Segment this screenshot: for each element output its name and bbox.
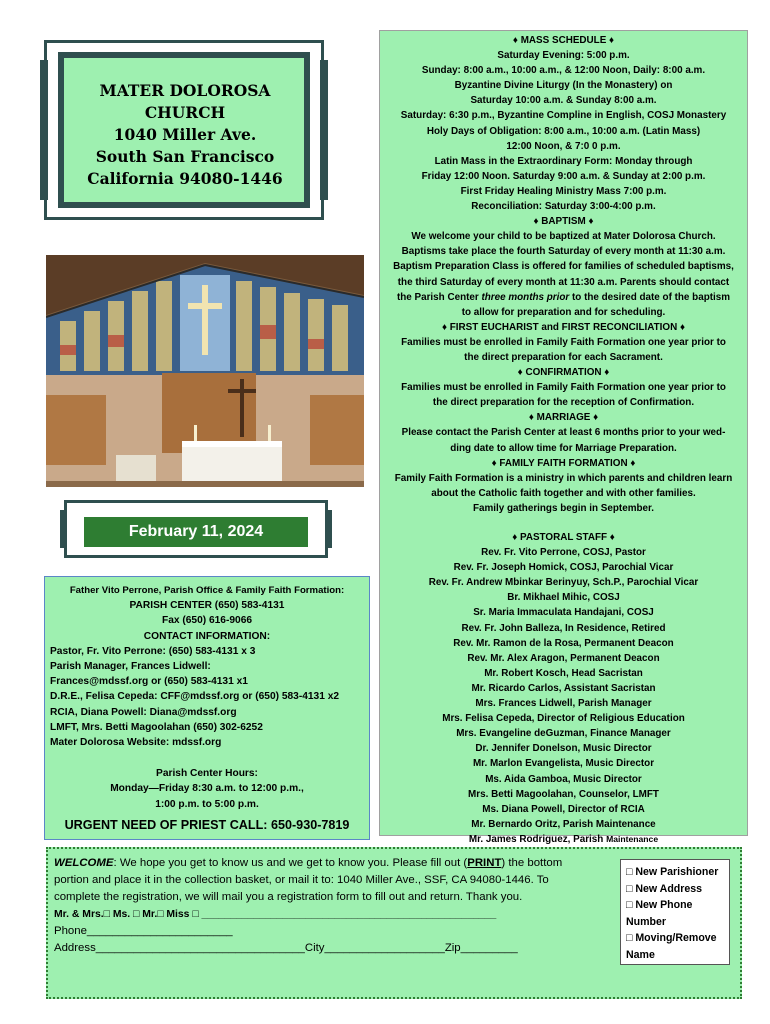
staff-line: ♦ PASTORAL STAFF ♦ <box>512 532 615 543</box>
contact-line: D.R.E., Felisa Cepeda: CFF@mdssf.org or (650) 583-4131 x2 <box>50 691 340 703</box>
schedule-line: Saturday: 6:30 p.m., Byzantine Compline in English, COSJ Monastery <box>400 110 727 122</box>
text-span: Mr. James Rodriguez, Parish <box>468 833 607 845</box>
staff-line: Dr. Jennifer Donelson, Music Director <box>475 743 652 755</box>
schedule-line: Families must be enrolled in Family Faith Formation one year prior to <box>401 336 726 348</box>
staff-line: Rev. Fr. Vito Perrone, COSJ, Pastor <box>481 547 646 559</box>
contact-line: Frances@mdssf.org or (650) 583-4131 x1 <box>50 676 248 688</box>
schedule-line: Reconciliation: Saturday 3:00-4:00 p.m. <box>471 201 656 213</box>
registration-text <box>54 855 624 957</box>
schedule-line: Sunday: 8:00 a.m., 10:00 a.m., & 12:00 Noon, Daily: 8:00 a.m. <box>421 65 706 77</box>
schedule-line: 12:00 Noon, & 7:0 0 p.m. <box>506 140 621 152</box>
staff-line: Ms. Aida Gamboa, Music Director <box>485 773 642 785</box>
option-moving-remove[interactable]: □ Moving/Remove <box>626 932 717 945</box>
text-span: : We hope you get to know us and we get to know you. Please fill out ( <box>113 857 468 869</box>
staff-line: Sr. Maria Immaculata Handajani, COSJ <box>473 607 654 619</box>
schedule-line: Families must be enrolled in Family Faith Formation one year prior to <box>401 382 726 394</box>
schedule-line: Please contact the Parish Center at least 6 months prior to your wed- <box>401 427 726 439</box>
staff-line: Rev. Fr. John Balleza, In Residence, Retired <box>461 622 666 634</box>
schedule-line: ♦ CONFIRMATION ♦ <box>517 367 610 379</box>
staff-line-last <box>380 832 747 847</box>
staff-line: Br. Mikhael Mihic, COSJ <box>507 592 620 604</box>
fax-number: Fax (650) 616-9066 <box>161 615 253 627</box>
schedule-line: the direct preparation for each Sacrament. <box>464 351 663 363</box>
schedule-line: We welcome your child to be baptized at Mater Dolorosa Church. <box>411 231 716 243</box>
schedule-line: ♦ MASS SCHEDULE ♦ <box>512 35 615 46</box>
schedule-line: Saturday 10:00 a.m. & Sunday 8:00 a.m. <box>470 95 657 107</box>
staff-line: Mr. Marlon Evangelista, Music Director <box>472 758 655 770</box>
schedule-line: Saturday Evening: 5:00 p.m. <box>497 50 630 62</box>
church-address-street: 1040 Miller Ave. <box>113 125 257 144</box>
schedule-line: Family Faith Formation is a ministry in which parents and children learn <box>394 472 733 484</box>
staff-line: Mr. Ricardo Carlos, Assistant Sacristan <box>471 682 656 694</box>
schedule-line: First Friday Healing Ministry Mass 7:00 p.m. <box>460 185 667 197</box>
welcome-line <box>54 855 624 872</box>
option-new-phone-cont: Number <box>626 915 667 928</box>
phone-field-line[interactable]: Phone_______________________ <box>54 925 233 937</box>
frame-decoration <box>325 510 332 548</box>
name-field-line[interactable]: Mr. & Mrs.□ Ms. □ Mr.□ Miss □ ___________________________________________________ <box>54 909 497 920</box>
staff-line: Rev. Fr. Joseph Homick, COSJ, Parochial Vicar <box>453 562 674 574</box>
staff-line: Rev. Fr. Andrew Mbinkar Berinyuy, Sch.P., Parochial Vicar <box>428 577 699 589</box>
staff-line: Mrs. Evangeline deGuzman, Finance Manager <box>456 728 671 740</box>
option-new-phone[interactable]: □ New Phone <box>626 899 693 912</box>
text-span: Maintenance <box>606 833 659 844</box>
print-emphasis: PRINT <box>467 857 502 869</box>
contact-box <box>44 576 370 840</box>
schedule-line: Baptism Preparation Class is offered for families of scheduled baptisms, <box>393 261 734 273</box>
contact-line: Mater Dolorosa Website: mdssf.org <box>50 737 222 749</box>
schedule-line: about the Catholic faith together and with other families. <box>431 487 696 499</box>
frame-decoration <box>320 60 328 200</box>
baptism-contact-line <box>380 290 747 305</box>
schedule-line: ♦ FAMILY FAITH FORMATION ♦ <box>491 457 636 469</box>
staff-line: Rev. Mr. Alex Aragon, Permanent Deacon <box>467 652 660 664</box>
schedule-line: the direct preparation for the reception of Confirmation. <box>432 397 695 409</box>
text-span: to the desired date of the baptism <box>569 291 731 303</box>
schedule-line: ♦ BAPTISM ♦ <box>533 216 594 228</box>
emphasis-text: three months prior <box>481 291 570 303</box>
schedule-line: Friday 12:00 Noon. Saturday 9:00 a.m. & Sunday at 2:00 p.m. <box>421 170 706 182</box>
bulletin-date: February 11, 2024 <box>84 517 308 547</box>
option-new-parishioner[interactable]: □ New Parishioner <box>626 866 719 878</box>
church-interior-photo <box>46 255 364 487</box>
schedule-column <box>379 30 748 845</box>
text-span: ) the bottom <box>501 857 563 869</box>
church-address-state: California 94080-1446 <box>87 169 283 188</box>
contact-line: RCIA, Diana Powell: Diana@mdssf.org <box>50 706 237 718</box>
welcome-label: WELCOME <box>54 857 114 869</box>
hours-line: 1:00 p.m. to 5:00 p.m. <box>155 798 259 810</box>
schedule-line: the third Saturday of every month at 11:30 a.m. Parents should contact <box>397 276 730 288</box>
staff-line: Rev. Mr. Ramon de la Rosa, Permanent Deacon <box>453 637 674 649</box>
church-address-city: South San Francisco <box>95 147 275 166</box>
schedule-line: ♦ FIRST EUCHARIST and FIRST RECONCILIATION ♦ <box>441 321 686 333</box>
schedule-line: Byzantine Divine Liturgy (In the Monastery) on <box>454 80 673 92</box>
parish-center-phone: PARISH CENTER (650) 583-4131 <box>129 600 285 612</box>
text-span: the Parish Center <box>396 291 482 303</box>
staff-line: Mr. Bernardo Oritz, Parish Maintenance <box>471 818 656 830</box>
option-moving-remove-cont: Name <box>626 948 655 961</box>
staff-line: Mrs. Frances Lidwell, Parish Manager <box>475 698 652 710</box>
schedule-line: to allow for preparation and for scheduling. <box>461 306 666 318</box>
staff-line: Mr. Robert Kosch, Head Sacristan <box>484 667 643 679</box>
schedule-line: ding date to allow time for Marriage Preparation. <box>450 442 677 454</box>
schedule-line: Baptisms take place the fourth Saturday of every month at 11:30 a.m. <box>401 246 726 258</box>
frame-decoration <box>60 510 67 548</box>
schedule-line: ♦ MARRIAGE ♦ <box>528 412 599 424</box>
address-field-line[interactable]: Address_________________________________City___________________Zip_________ <box>54 942 518 954</box>
staff-line: Mrs. Betti Magoolahan, Counselor, LMFT <box>468 788 659 800</box>
church-name-2: CHURCH <box>144 103 226 122</box>
frame-decoration <box>40 60 48 200</box>
contact-line: LMFT, Mrs. Betti Magoolahan (650) 302-6252 <box>50 721 263 733</box>
option-new-address[interactable]: □ New Address <box>626 882 703 895</box>
hours-title: Parish Center Hours: <box>156 768 258 780</box>
church-name: MATER DOLOROSA <box>99 81 271 100</box>
registration-options <box>620 859 730 965</box>
schedule-line: Holy Days of Obligation: 8:00 a.m., 10:00 a.m. (Latin Mass) <box>426 125 701 137</box>
contact-line: Parish Manager, Frances Lidwell: <box>50 661 211 673</box>
registration-box <box>46 847 742 999</box>
hours-line: Monday—Friday 8:30 a.m. to 12:00 p.m., <box>110 783 304 795</box>
staff-line: Mrs. Felisa Cepeda, Director of Religious Education <box>442 713 685 725</box>
office-heading: Father Vito Perrone, Parish Office & Family Faith Formation: <box>69 585 345 596</box>
urgent-priest-call: URGENT NEED OF PRIEST CALL: 650-930-7819 <box>64 817 350 832</box>
contact-info-heading: CONTACT INFORMATION: <box>143 630 271 642</box>
schedule-line: Latin Mass in the Extraordinary Form: Monday through <box>434 155 693 167</box>
staff-line: Ms. Diana Powell, Director of RCIA <box>482 803 645 815</box>
schedule-line: Family gatherings begin in September. <box>472 502 655 514</box>
contact-line: Pastor, Fr. Vito Perrone: (650) 583-4131 x 3 <box>50 645 256 657</box>
welcome-line: complete the registration, we will mail you a registration form to fill out and return. Thank you. <box>54 891 523 903</box>
church-name-block <box>70 80 300 190</box>
welcome-line: portion and place it in the collection basket, or mail it to: 1040 Miller Ave., SSF, CA 94080-1446. To <box>54 874 549 886</box>
